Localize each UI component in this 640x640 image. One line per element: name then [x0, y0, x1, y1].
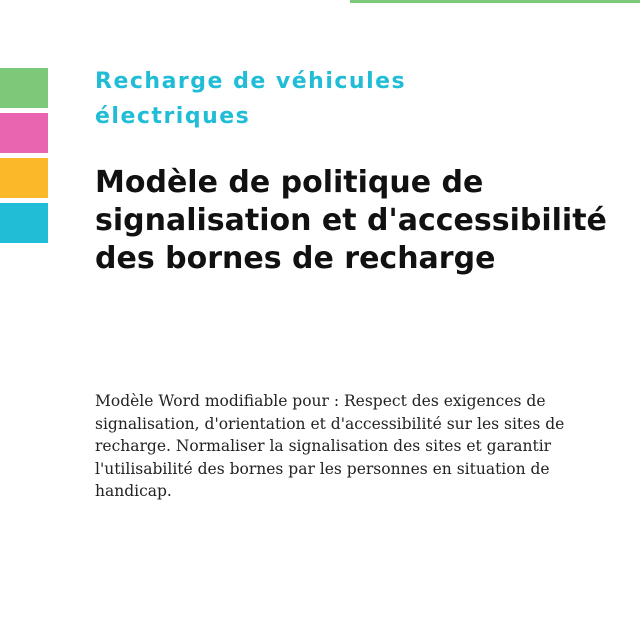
- category-heading: Recharge de véhicules électriques: [95, 69, 407, 129]
- top-accent-line: [350, 0, 640, 3]
- pink-color-bar: [0, 113, 48, 153]
- green-color-bar: [0, 68, 48, 108]
- yellow-color-bar: [0, 158, 48, 198]
- document-description: Modèle Word modifiable pour : Respect des exigences de signalisation, d'orientation et d'accessibilité sur les sites de recharge. Normaliser la signalisation des sites et garantir l'utilisabilité des bornes par les personnes en situation de handicap.: [95, 392, 565, 500]
- document-title: Modèle de politique de signalisation et d'accessibilité des bornes de recharge: [95, 165, 607, 276]
- cyan-color-bar: [0, 203, 48, 243]
